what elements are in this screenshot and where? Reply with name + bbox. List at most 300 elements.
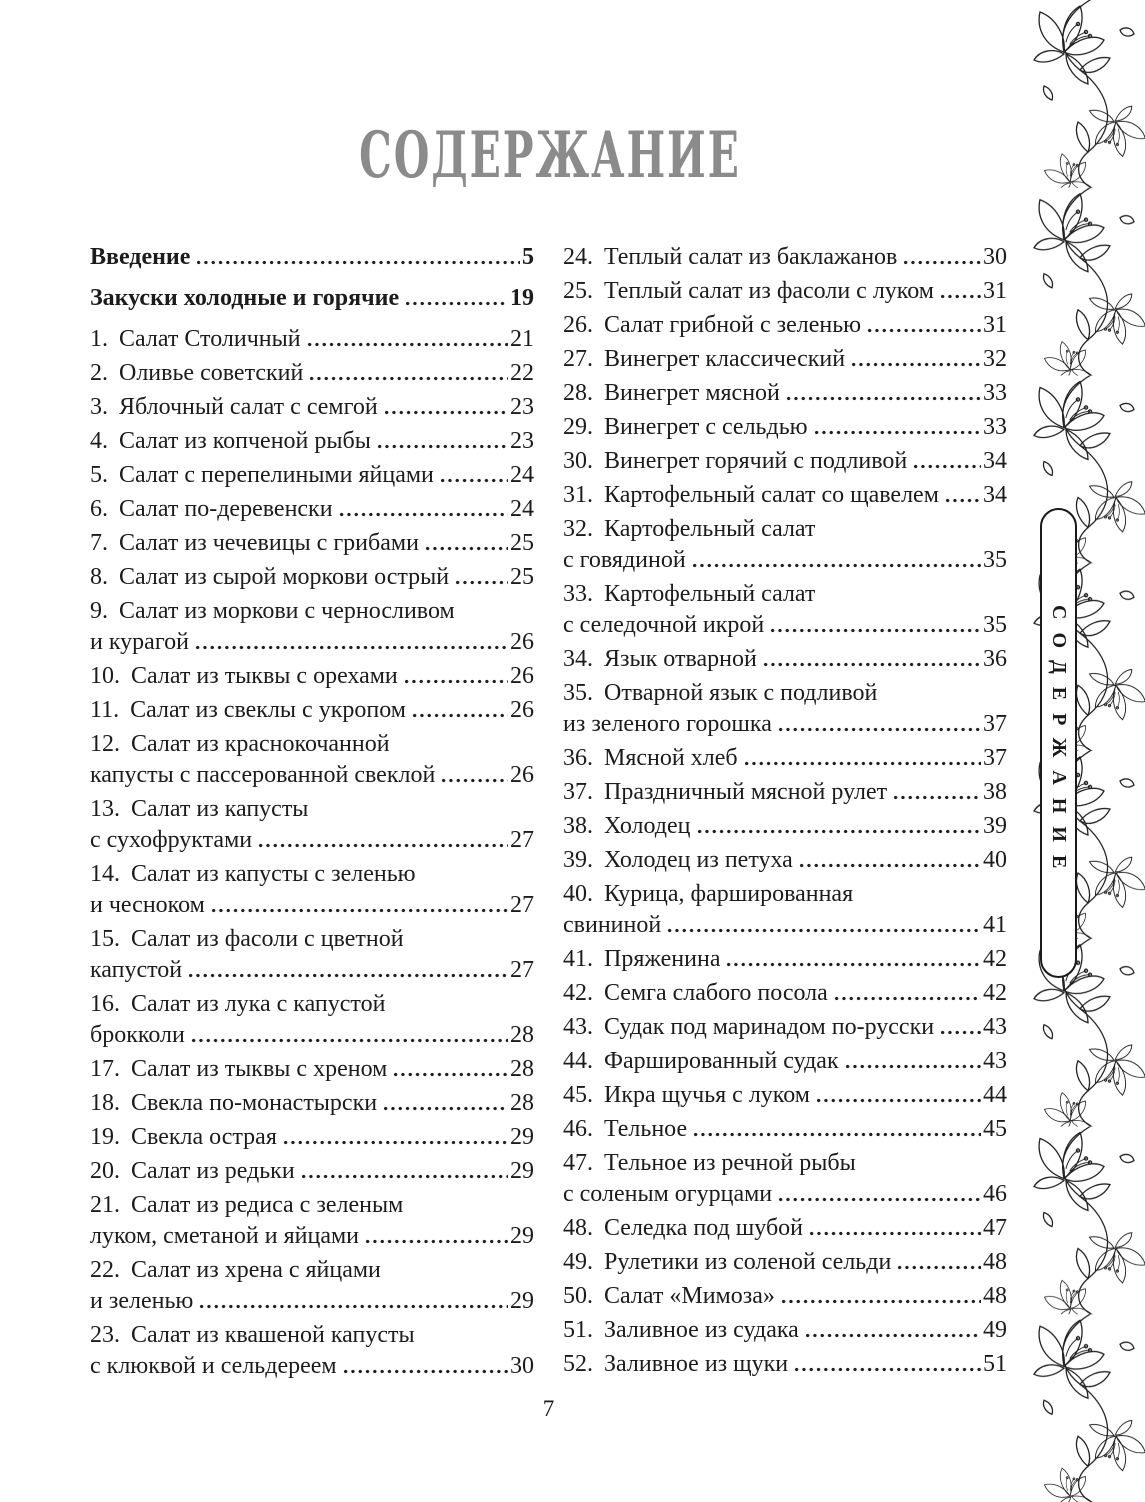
entry-page: 42 <box>983 946 1007 972</box>
toc-entry <box>90 1088 534 1119</box>
toc-entry <box>90 794 534 856</box>
toc-entry <box>563 811 1007 842</box>
toc-entry-line <box>90 324 534 355</box>
toc-entry <box>563 1349 1007 1380</box>
entry-title: Пряженина <box>604 946 721 972</box>
dot-leader <box>777 1195 981 1204</box>
entry-number: 9. <box>90 598 108 624</box>
dot-leader <box>454 578 508 587</box>
toc-entry-line <box>563 480 1007 511</box>
entry-title: Салат из свеклы с укропом <box>130 697 406 723</box>
toc-entry <box>563 644 1007 675</box>
entry-number: 42. <box>563 980 593 1006</box>
entry-number: 30. <box>563 448 593 474</box>
toc-entry-line <box>563 1080 1007 1111</box>
entry-title: Отварной язык с подливой <box>604 680 878 706</box>
toc-entry <box>90 729 534 791</box>
entry-page: 42 <box>983 980 1007 1006</box>
dot-leader <box>902 258 981 267</box>
entry-page: 33 <box>983 380 1007 406</box>
entry-title: Винегрет мясной <box>604 380 780 406</box>
entry-title: Оливье советский <box>119 360 304 386</box>
dot-leader <box>815 1096 981 1105</box>
entry-number: 38. <box>563 813 593 839</box>
dot-leader <box>308 374 508 383</box>
toc-entry <box>563 1281 1007 1312</box>
entry-title: Фаршированный судак <box>604 1048 839 1074</box>
toc-entry <box>563 1247 1007 1278</box>
entry-title: Картофельный салат <box>604 581 816 607</box>
toc-entry-line <box>90 1255 534 1286</box>
entry-page: 35 <box>983 612 1007 638</box>
toc-entry-line <box>90 528 534 559</box>
toc-entry-line <box>563 1012 1007 1043</box>
entry-title: Салат из капусты <box>131 796 309 822</box>
entry-number: 10. <box>90 663 120 689</box>
entry-number: 32. <box>563 516 593 542</box>
entry-number: 22. <box>90 1257 120 1283</box>
toc-entry <box>90 1122 534 1153</box>
toc-entry-line-continued <box>90 1351 534 1382</box>
dot-leader <box>404 299 508 308</box>
entry-title: Свекла острая <box>131 1124 277 1150</box>
toc-entry <box>90 426 534 457</box>
toc-entry-line <box>90 1088 534 1119</box>
toc-entry <box>90 596 534 658</box>
entry-title: Винегрет классический <box>604 346 846 372</box>
toc-entry <box>90 283 534 314</box>
toc-entry-line-continued <box>563 545 1007 576</box>
entry-number: 21. <box>90 1192 120 1218</box>
dot-leader <box>300 1172 508 1181</box>
dot-leader <box>392 1070 508 1079</box>
entry-page: 24 <box>510 496 534 522</box>
entry-title-continued: и зеленью <box>90 1288 194 1314</box>
entry-page: 28 <box>510 1022 534 1048</box>
toc-entry <box>563 1080 1007 1111</box>
entry-title-continued: и курагой <box>90 629 189 655</box>
toc-entry <box>90 460 534 491</box>
entry-title: Салат с перепелиными яйцами <box>119 462 434 488</box>
toc-entry-line <box>563 276 1007 307</box>
entry-title-continued: капустой <box>90 957 183 983</box>
entry-number: 27. <box>563 346 593 372</box>
toc-entry-line <box>563 1281 1007 1312</box>
entry-page: 23 <box>510 394 534 420</box>
toc-column-right <box>563 242 1007 1383</box>
entry-title: Холодец из петуха <box>604 847 793 873</box>
entry-title-continued: луком, сметаной и яйцами <box>90 1223 360 1249</box>
toc-entry-line <box>563 344 1007 375</box>
entry-page: 31 <box>983 278 1007 304</box>
toc-entry-line <box>90 242 534 273</box>
dot-leader <box>793 1365 981 1374</box>
toc-entry <box>563 579 1007 641</box>
entry-title: Салат из лука с капустой <box>131 991 386 1017</box>
toc-entry-line <box>90 695 534 726</box>
entry-title: Картофельный салат со щавелем <box>604 482 939 508</box>
dot-leader <box>338 510 508 519</box>
toc-entry <box>563 777 1007 808</box>
dot-leader <box>939 292 981 301</box>
dot-leader <box>198 1302 508 1311</box>
toc-entry <box>563 242 1007 273</box>
entry-page: 21 <box>510 326 534 352</box>
dot-leader <box>743 759 981 768</box>
dot-leader <box>383 408 508 417</box>
toc-entry <box>563 412 1007 443</box>
toc-entry-line <box>90 729 534 760</box>
entry-page: 26 <box>510 663 534 689</box>
entry-page: 33 <box>983 414 1007 440</box>
entry-number: 6. <box>90 496 108 522</box>
toc-entry <box>563 310 1007 341</box>
entry-number: 18. <box>90 1090 120 1116</box>
dot-leader <box>195 258 520 267</box>
entry-title: Салат из тыквы с орехами <box>131 663 398 689</box>
entry-number: 31. <box>563 482 593 508</box>
entry-title: Введение <box>90 244 191 270</box>
dot-leader <box>439 476 508 485</box>
entry-number: 28. <box>563 380 593 406</box>
toc-entry <box>563 276 1007 307</box>
entry-page: 40 <box>983 847 1007 873</box>
dot-leader <box>691 561 981 570</box>
entry-title: Холодец <box>604 813 691 839</box>
entry-page: 48 <box>983 1249 1007 1275</box>
entry-title: Салат из сырой моркови острый <box>119 564 450 590</box>
dot-leader <box>376 442 508 451</box>
dot-leader <box>939 1028 981 1037</box>
toc-entry-line <box>90 283 534 314</box>
entry-title: Закуски холодные и горячие <box>90 285 400 311</box>
entry-page: 26 <box>510 762 534 788</box>
entry-page: 29 <box>510 1223 534 1249</box>
toc-entry-line <box>563 845 1007 876</box>
toc-entry-line <box>90 1320 534 1351</box>
dot-leader <box>666 926 981 935</box>
toc-entry-line <box>563 514 1007 545</box>
toc-entry-line-continued <box>90 1286 534 1317</box>
toc-entry-line-continued <box>90 1221 534 1252</box>
entry-number: 20. <box>90 1158 120 1184</box>
toc-entry-line <box>563 1148 1007 1179</box>
entry-title: Салат из краснокочанной <box>131 731 390 757</box>
entry-page: 43 <box>983 1014 1007 1040</box>
entry-page: 41 <box>983 912 1007 938</box>
dot-leader <box>777 725 981 734</box>
toc-entry <box>90 528 534 559</box>
entry-title-continued: с говядиной <box>563 547 686 573</box>
entry-page: 39 <box>983 813 1007 839</box>
entry-page: 44 <box>983 1082 1007 1108</box>
toc-entry <box>563 678 1007 740</box>
entry-number: 47. <box>563 1150 593 1176</box>
sidebar-tab <box>1040 508 1077 978</box>
entry-number: 16. <box>90 991 120 1017</box>
toc-entry-line <box>563 242 1007 273</box>
toc-entry <box>563 978 1007 1009</box>
entry-number: 39. <box>563 847 593 873</box>
entry-page: 38 <box>983 779 1007 805</box>
toc-entry-line <box>90 1054 534 1085</box>
toc-entry-line <box>90 1190 534 1221</box>
toc-entry <box>90 661 534 692</box>
toc-entry <box>90 1320 534 1382</box>
entry-title: Винегрет горячий с подливой <box>604 448 908 474</box>
entry-number: 7. <box>90 530 108 556</box>
toc-entry-line-continued <box>90 890 534 921</box>
toc-entry <box>90 242 534 273</box>
entry-page: 26 <box>510 629 534 655</box>
entry-page: 31 <box>983 312 1007 338</box>
dot-leader <box>342 1367 508 1376</box>
dot-leader <box>210 906 508 915</box>
entry-title: Рулетики из соленой сельди <box>604 1249 892 1275</box>
entry-number: 17. <box>90 1056 120 1082</box>
dot-leader <box>762 660 981 669</box>
toc-entry <box>563 1046 1007 1077</box>
entry-title: Салат из копченой рыбы <box>119 428 371 454</box>
toc-entry-line <box>90 392 534 423</box>
entry-number: 34. <box>563 646 593 672</box>
dot-leader <box>440 776 508 785</box>
toc-entry-line <box>563 310 1007 341</box>
toc-entry-line <box>563 412 1007 443</box>
entry-number: 4. <box>90 428 108 454</box>
entry-number: 41. <box>563 946 593 972</box>
entry-number: 51. <box>563 1317 593 1343</box>
entry-title: Салат Столичный <box>119 326 301 352</box>
toc-entry <box>563 944 1007 975</box>
entry-page: 22 <box>510 360 534 386</box>
entry-title: Салат из редьки <box>131 1158 295 1184</box>
toc-entry-line <box>90 596 534 627</box>
entry-number: 14. <box>90 861 120 887</box>
entry-title: Винегрет с сельдью <box>604 414 808 440</box>
toc-entry-line <box>90 460 534 491</box>
toc-entry <box>90 1054 534 1085</box>
entry-page: 27 <box>510 957 534 983</box>
toc-entry-line-continued <box>90 825 534 856</box>
toc-entry-line-continued <box>90 955 534 986</box>
toc-entry <box>563 480 1007 511</box>
toc-entry <box>90 494 534 525</box>
toc-entry-line <box>563 1247 1007 1278</box>
dot-leader <box>813 428 981 437</box>
toc-entry <box>563 514 1007 576</box>
toc-entry-line-continued <box>563 709 1007 740</box>
dot-leader <box>696 827 982 836</box>
toc-entry <box>563 1012 1007 1043</box>
entry-page: 37 <box>983 745 1007 771</box>
toc-entry-line-continued <box>563 610 1007 641</box>
entry-title: Салат из моркови с черносливом <box>119 598 455 624</box>
entry-number: 11. <box>90 697 120 723</box>
entry-page: 32 <box>983 346 1007 372</box>
entry-page: 25 <box>510 564 534 590</box>
entry-number: 44. <box>563 1048 593 1074</box>
dot-leader <box>912 462 981 471</box>
dot-leader <box>944 496 981 505</box>
entry-page: 37 <box>983 711 1007 737</box>
dot-leader <box>411 711 508 720</box>
dot-leader <box>257 841 508 850</box>
entry-number: 49. <box>563 1249 593 1275</box>
entry-title-continued: и чесноком <box>90 892 205 918</box>
entry-page: 45 <box>983 1116 1007 1142</box>
entry-title-continued: брокколи <box>90 1022 185 1048</box>
entry-page: 29 <box>510 1158 534 1184</box>
dot-leader <box>424 544 508 553</box>
entry-title-continued: с клюквой и сельдереем <box>90 1353 337 1379</box>
entry-page: 28 <box>510 1056 534 1082</box>
entry-page: 30 <box>510 1353 534 1379</box>
toc-entry-line <box>90 859 534 890</box>
entry-title-continued: с соленым огурцами <box>563 1181 773 1207</box>
toc-entry-line <box>563 1213 1007 1244</box>
entry-title: Салат «Мимоза» <box>604 1283 775 1309</box>
toc-entry <box>563 1148 1007 1210</box>
toc-entry-line-continued <box>90 627 534 658</box>
entry-page: 27 <box>510 892 534 918</box>
toc-entry-line <box>90 426 534 457</box>
toc-entry <box>563 344 1007 375</box>
dot-leader <box>306 340 508 349</box>
toc-entry <box>90 324 534 355</box>
toc-entry-line <box>90 1122 534 1153</box>
dot-leader <box>282 1138 508 1147</box>
toc-entry-line <box>563 944 1007 975</box>
entry-page: 51 <box>983 1351 1007 1377</box>
entry-number: 35. <box>563 680 593 706</box>
toc-entry-line <box>563 743 1007 774</box>
entry-title: Селедка под шубой <box>604 1215 804 1241</box>
dot-leader <box>382 1104 508 1113</box>
dot-leader <box>364 1237 508 1246</box>
toc-entry-line <box>563 579 1007 610</box>
toc-entry-line <box>563 1315 1007 1346</box>
dot-leader <box>804 1331 981 1340</box>
dot-leader <box>892 793 981 802</box>
page-title: СОДЕРЖАНИЕ <box>359 118 741 193</box>
entry-title-continued: с сухофруктами <box>90 827 253 853</box>
toc-entry <box>90 358 534 389</box>
entry-number: 13. <box>90 796 120 822</box>
toc-entry-line <box>563 446 1007 477</box>
entry-number: 48. <box>563 1215 593 1241</box>
toc-entry <box>90 989 534 1051</box>
toc-entry-line-continued <box>563 1179 1007 1210</box>
entry-number: 12. <box>90 731 120 757</box>
dot-leader <box>780 1297 981 1306</box>
entry-title: Салат грибной с зеленью <box>604 312 862 338</box>
entry-title: Тельное из речной рыбы <box>604 1150 856 1176</box>
toc-entry <box>90 695 534 726</box>
sidebar-tab-label: СОДЕРЖАНИЕ <box>1048 604 1070 882</box>
toc-entry <box>563 1213 1007 1244</box>
toc-entry <box>563 1315 1007 1346</box>
dot-leader <box>769 626 981 635</box>
toc-entry <box>563 1114 1007 1145</box>
entry-title: Салат из тыквы с хреном <box>131 1056 388 1082</box>
toc-entry <box>563 879 1007 941</box>
entry-title: Салат из чечевицы с грибами <box>119 530 419 556</box>
toc-entry-line-continued <box>90 1020 534 1051</box>
toc-entry-line <box>90 1156 534 1187</box>
entry-page: 5 <box>522 244 534 270</box>
toc-entry-line <box>563 978 1007 1009</box>
entry-page: 28 <box>510 1090 534 1116</box>
entry-number: 3. <box>90 394 108 420</box>
entry-page: 34 <box>983 482 1007 508</box>
toc-column-left <box>90 242 534 1385</box>
entry-page: 29 <box>510 1288 534 1314</box>
entry-title-continued: с селедочной икрой <box>563 612 765 638</box>
entry-page: 43 <box>983 1048 1007 1074</box>
entry-title: Заливное из щуки <box>604 1351 789 1377</box>
toc-entry-line <box>90 562 534 593</box>
entry-page: 26 <box>510 697 534 723</box>
entry-number: 45. <box>563 1082 593 1108</box>
entry-title: Салат из квашеной капусты <box>131 1322 415 1348</box>
toc-entry <box>90 1255 534 1317</box>
entry-number: 36. <box>563 745 593 771</box>
entry-title-continued: свининой <box>563 912 662 938</box>
toc-entry-line <box>563 1349 1007 1380</box>
dot-leader <box>808 1229 981 1238</box>
entry-title: Праздничный мясной рулет <box>604 779 888 805</box>
entry-number: 5. <box>90 462 108 488</box>
entry-page: 47 <box>983 1215 1007 1241</box>
dot-leader <box>866 326 981 335</box>
dot-leader <box>896 1263 981 1272</box>
entry-title: Икра щучья с луком <box>604 1082 810 1108</box>
entry-title: Картофельный салат <box>604 516 816 542</box>
toc-entry-line <box>90 794 534 825</box>
entry-title: Салат по-деревенски <box>119 496 333 522</box>
entry-page: 34 <box>983 448 1007 474</box>
entry-page: 36 <box>983 646 1007 672</box>
toc-entry-line <box>90 989 534 1020</box>
entry-number: 52. <box>563 1351 593 1377</box>
toc-entry <box>90 562 534 593</box>
entry-page: 27 <box>510 827 534 853</box>
page-number: 7 <box>542 1396 555 1421</box>
dot-leader <box>190 1036 508 1045</box>
entry-number: 29. <box>563 414 593 440</box>
entry-number: 40. <box>563 881 593 907</box>
entry-number: 19. <box>90 1124 120 1150</box>
dot-leader <box>194 643 508 652</box>
dot-leader <box>833 994 981 1003</box>
entry-title: Заливное из судака <box>604 1317 799 1343</box>
entry-number: 1. <box>90 326 108 352</box>
entry-title: Курица, фаршированная <box>604 881 854 907</box>
entry-title: Тельное <box>604 1116 688 1142</box>
entry-page: 24 <box>510 462 534 488</box>
entry-page: 30 <box>983 244 1007 270</box>
toc-entry-line <box>90 661 534 692</box>
toc-entry <box>90 392 534 423</box>
toc-entry <box>563 845 1007 876</box>
entry-number: 46. <box>563 1116 593 1142</box>
entry-page: 48 <box>983 1283 1007 1309</box>
entry-number: 43. <box>563 1014 593 1040</box>
toc-entry <box>90 1190 534 1252</box>
entry-title: Яблочный салат с семгой <box>119 394 378 420</box>
entry-page: 35 <box>983 547 1007 573</box>
